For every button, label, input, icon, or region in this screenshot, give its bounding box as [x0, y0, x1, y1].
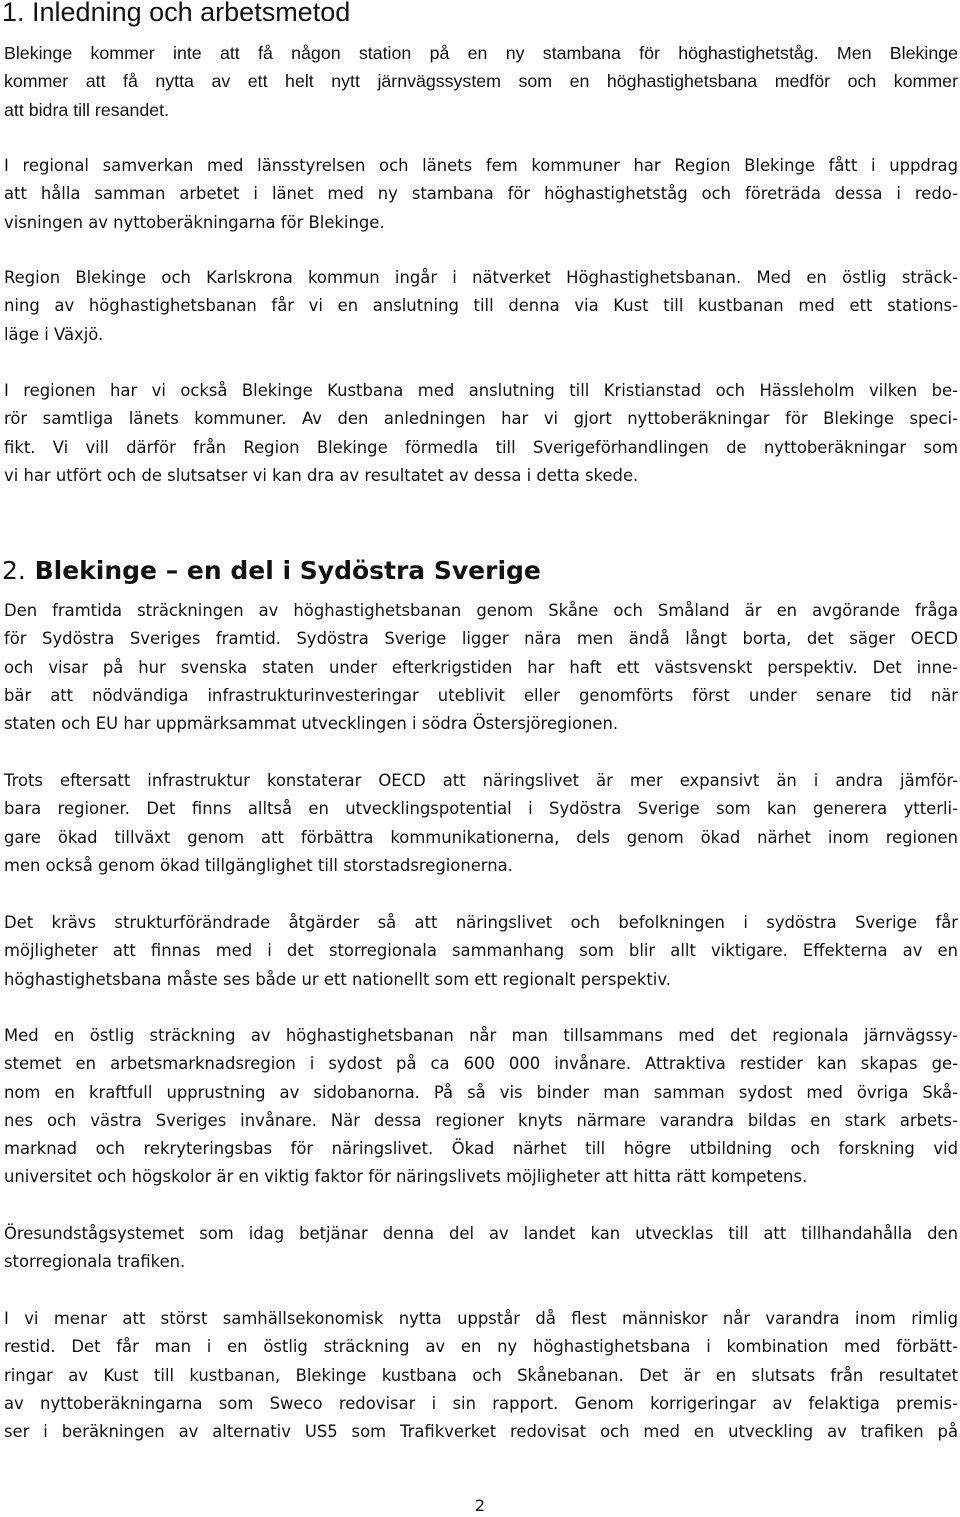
text-line: marknad och rekryteringsbas för näringslivet. Ökad närhet till högre utbildning och forskning vid	[4, 1139, 958, 1159]
paragraph	[4, 1305, 958, 1446]
text-line: ringar av Kust till kustbanan, Blekinge kustbana och Skånebanan. Det är en slutsats från resultatet	[4, 1365, 958, 1385]
text-line: Den framtida sträckningen av höghastighetsbanan genom Skåne och Småland är en avgörande fråga	[4, 601, 958, 620]
paragraph	[4, 152, 958, 237]
paragraph	[4, 39, 958, 124]
text-line: att hålla samman arbetet i länet med ny stambana för höghastighetståg och företräda dessa i redo-	[4, 184, 958, 204]
paragraph	[4, 1022, 958, 1192]
text-line: och visar på hur svenska staten under efterkrigstiden har haft ett västsvenskt perspektiv. Det inne-	[4, 657, 958, 677]
text-line: staten och EU har uppmärksammat utvecklingen i södra Östersjöregionen.	[4, 714, 619, 734]
text-line: nom en kraftfull upprustning av sidobanorna. På så vis binder man samman sydost med övriga Skå-	[4, 1082, 958, 1102]
paragraph	[4, 264, 958, 349]
text-line: Blekinge kommer inte att få någon station på en ny stambana för höghastighetståg. Men Blekinge	[4, 43, 958, 63]
text-line: Öresundstågsystemet som idag betjänar denna del av landet kan utvecklas till att tillhandahålla den	[4, 1224, 958, 1243]
text-line: universitet och högskolor är en viktig faktor för näringslivets möjligheter att hitta rätt kompetens.	[4, 1167, 808, 1187]
text-line: höghastighetsbana måste ses både ur ett nationellt som ett regionalt perspektiv.	[4, 969, 671, 989]
section-title: Blekinge – en del i Sydöstra Sverige	[34, 556, 541, 585]
text-line: gare ökad tillväxt genom att förbättra kommunikationerna, dels genom ökad närhet inom regionen	[4, 827, 958, 847]
text-line: att bidra till resandet.	[4, 99, 170, 120]
paragraph	[4, 909, 958, 994]
text-line: men också genom ökad tillgänglighet till storstadsregionerna.	[4, 855, 513, 875]
paragraph	[4, 377, 958, 490]
text-line: I regionen har vi också Blekinge Kustbana med anslutning till Kristianstad och Hässleholm vilken be-	[4, 381, 958, 400]
paragraph	[4, 1220, 958, 1277]
section-1-heading: 1. Inledning och arbetsmetod	[2, 0, 351, 27]
text-line: vi har utfört och de slutsatser vi kan dra av resultatet av dessa i detta skede.	[4, 465, 639, 485]
text-line: stemet en arbetsmarknadsregion i sydost på ca 600 000 invånare. Attraktiva restider kan skapas ge-	[4, 1054, 958, 1074]
text-line: av nyttoberäkningarna som Sweco redovisar i sin rapport. Genom korrigeringar av felaktiga premis-	[4, 1393, 958, 1413]
text-line: bara regioner. Det finns alltså en utvecklingspotential i Sydöstra Sverige som kan generera ytterli-	[4, 799, 958, 819]
text-line: fikt. Vi vill därför från Region Blekinge förmedla till Sverigeförhandlingen de nyttoberäkningar som	[4, 437, 958, 457]
text-line: Med en östlig sträckning av höghastighetsbanan når man tillsammans med det regionala järnvägssy-	[4, 1026, 958, 1045]
text-line: I regional samverkan med länsstyrelsen och länets fem kommuner har Region Blekinge fått i uppdrag	[4, 156, 958, 175]
text-line: för Sydöstra Sveriges framtid. Sydöstra Sverige ligger nära men ändå långt borta, det säger OECD	[4, 629, 958, 649]
text-line: läge i Växjö.	[4, 324, 104, 344]
text-line: storregionala trafiken.	[4, 1252, 186, 1272]
page-number: 2	[474, 1496, 486, 1515]
text-line: nes och västra Sveriges invånare. När dessa regioner knyts närmare varandra bildas en stark arbets-	[4, 1110, 958, 1130]
text-line: kommer att få nytta av ett helt nytt järnvägssystem som en höghastighetsbana medför och kommer	[4, 71, 958, 92]
section-number: 2.	[2, 556, 26, 585]
text-line: Region Blekinge och Karlskrona kommun ingår i nätverket Höghastighetsbanan. Med en östlig sträck-	[4, 268, 958, 287]
text-line: Trots eftersatt infrastruktur konstaterar OECD att näringslivet är mer expansivt än i andra jämför-	[4, 771, 958, 790]
text-line: Det krävs strukturförändrade åtgärder så att näringslivet och befolkningen i sydöstra Sverige får	[4, 913, 958, 932]
section-2-heading	[2, 554, 541, 588]
text-line: visningen av nyttoberäkningarna för Blekinge.	[4, 212, 385, 232]
text-line: restid. Det får man i en östlig sträckning av en ny höghastighetsbana i kombination med förbätt-	[4, 1337, 958, 1357]
text-line: bär att nödvändiga infrastrukturinvesteringar uteblivit eller genomförts först under senare tid när	[4, 685, 958, 705]
text-line: I vi menar att störst samhällsekonomisk nytta uppstår då flest människor når varandra inom rimlig	[4, 1309, 958, 1328]
paragraph	[4, 767, 958, 880]
text-line: rör samtliga länets kommuner. Av den anledningen har vi gjort nyttoberäkningar för Blekinge speci-	[4, 409, 958, 429]
paragraph	[4, 597, 958, 738]
text-line: möjligheter att finnas med i det storregionala sammanhang som blir allt viktigare. Effekterna av en	[4, 941, 958, 961]
text-line: ser i beräkningen av alternativ US5 som Trafikverket redovisat och med en utveckling av trafiken på	[4, 1422, 958, 1442]
text-line: ning av höghastighetsbanan får vi en anslutning till denna via Kust till kustbanan med ett stations-	[4, 296, 958, 316]
